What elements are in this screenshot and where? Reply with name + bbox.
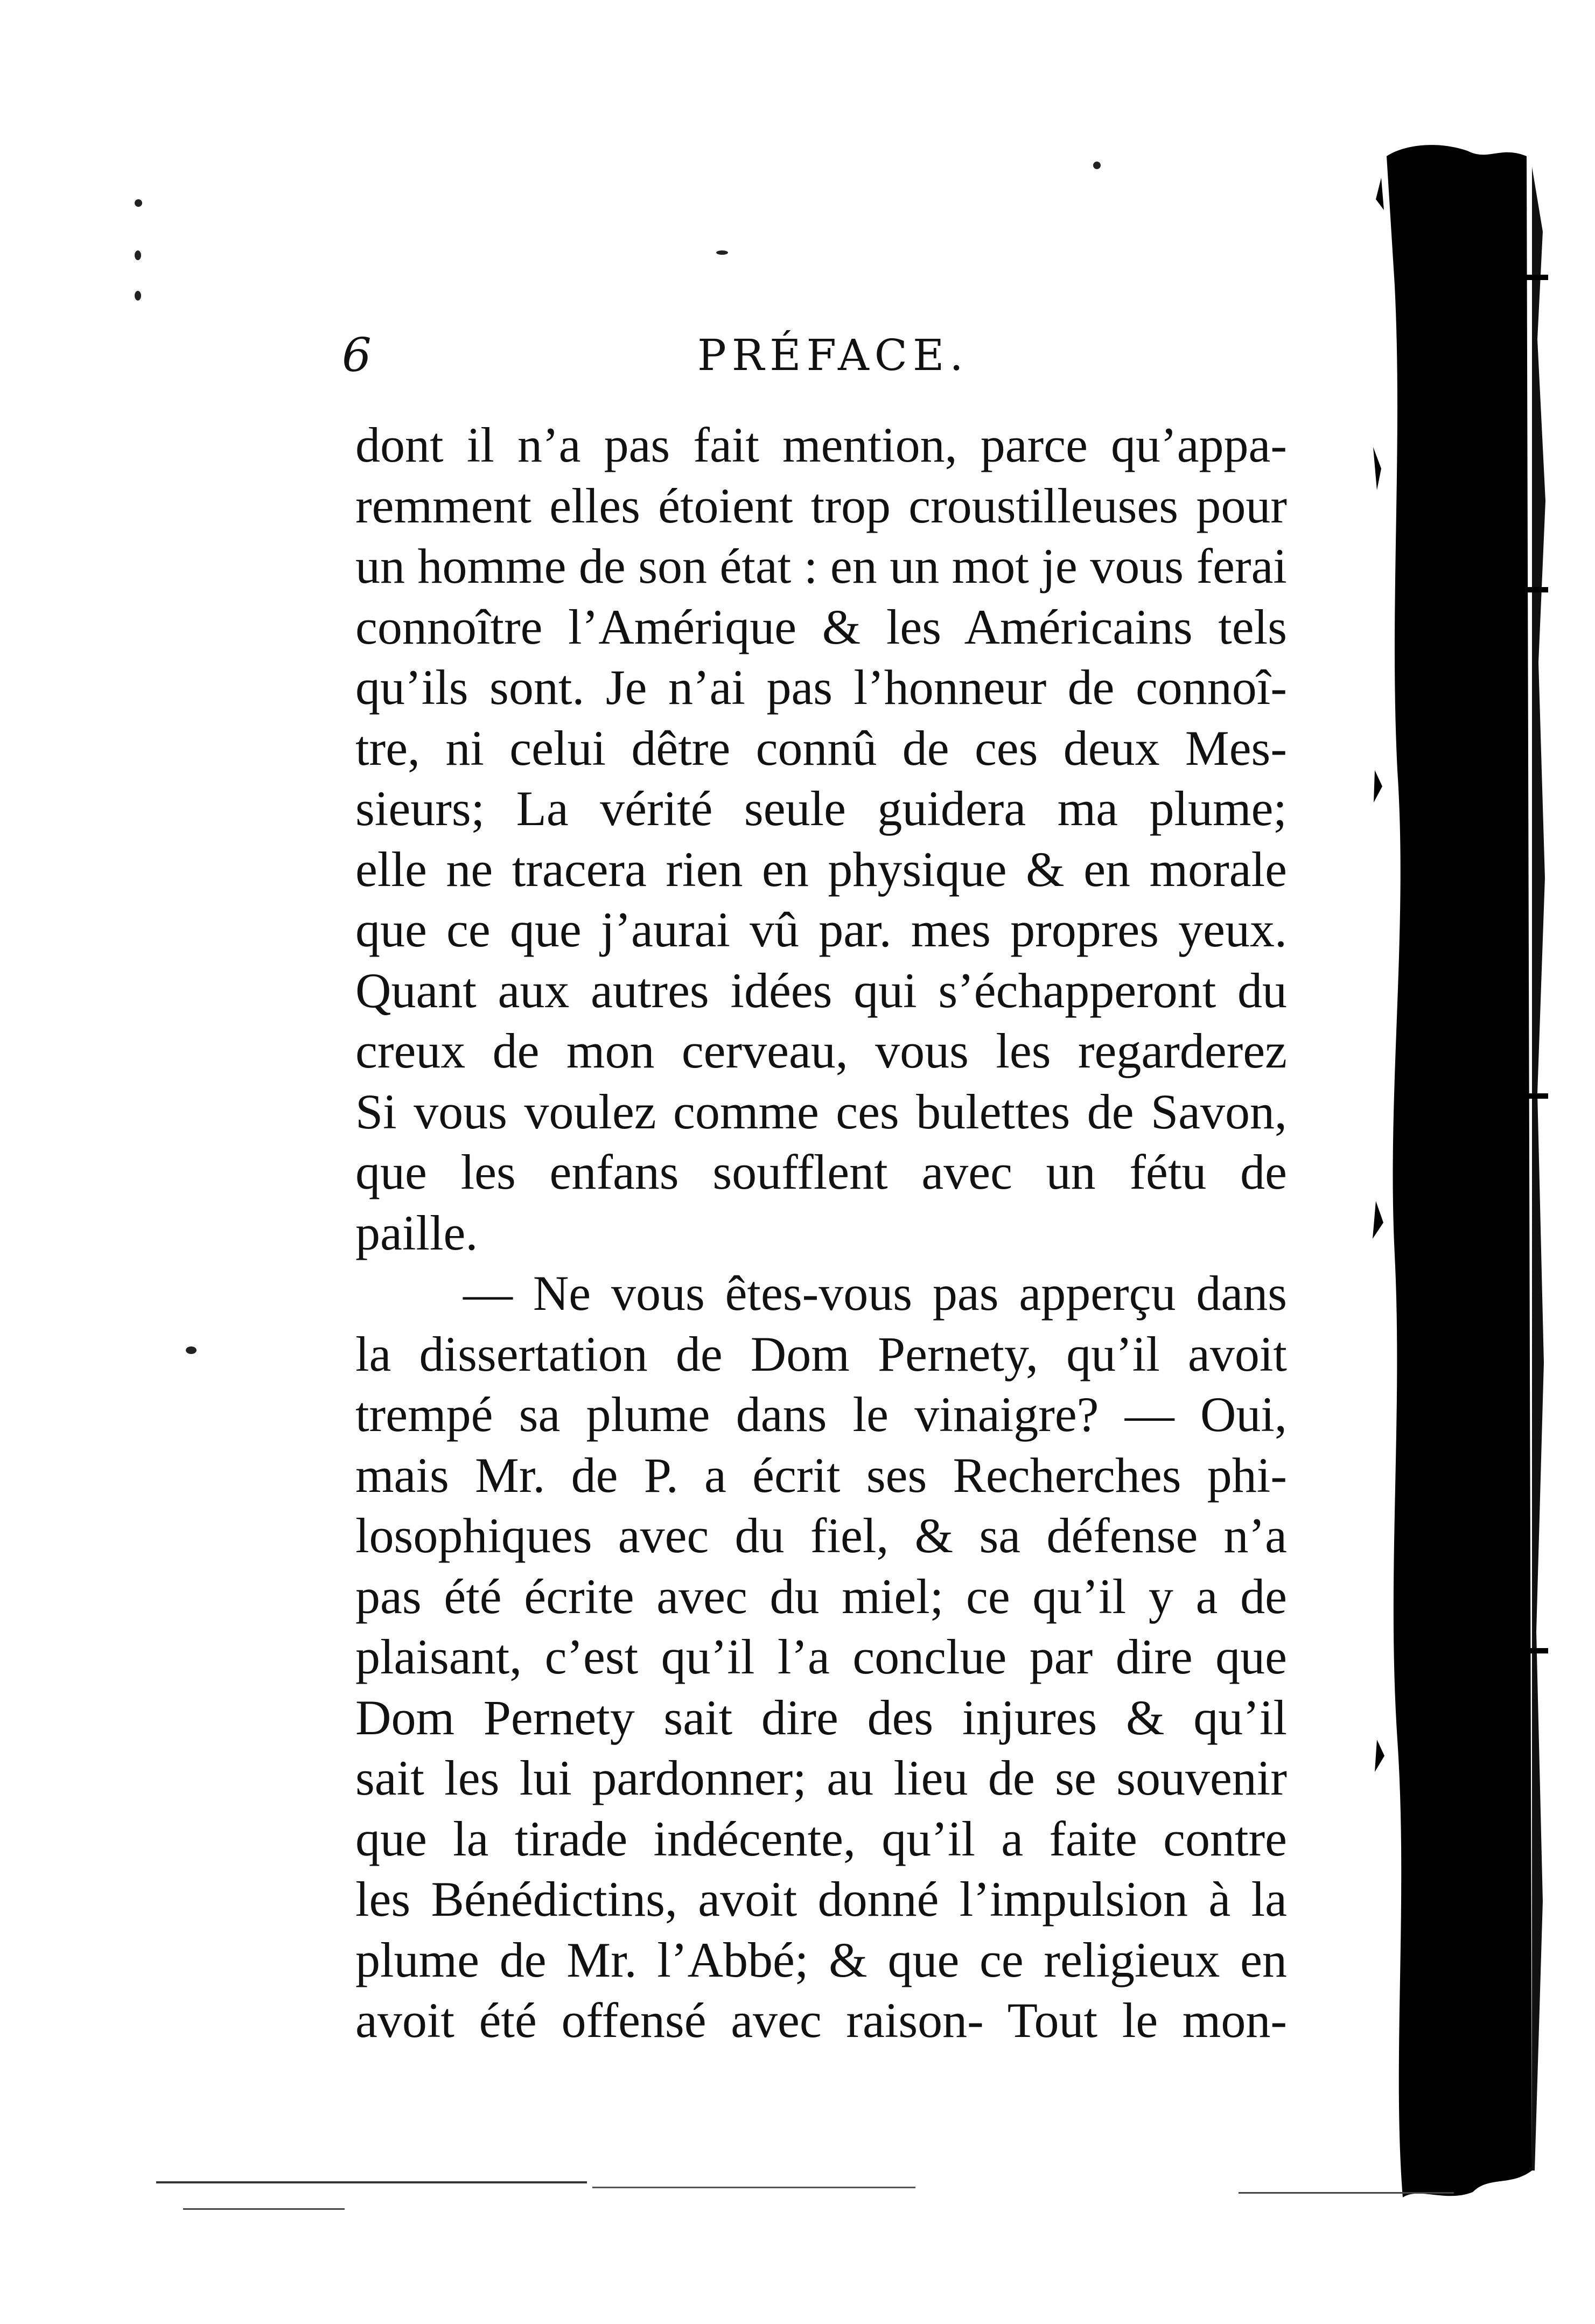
text-line: que les enfans soufflent avec un fétu de (355, 1144, 1287, 1199)
bottom-rule (1239, 2192, 1454, 2194)
page-header (342, 323, 1311, 388)
bottom-rule (183, 2208, 345, 2210)
text-line: losophiques avec du fiel, & sa défense n’a (355, 1508, 1287, 1563)
page-number: 6 (342, 329, 372, 382)
text-line: un homme de son état : en un mot je vous ferai (355, 539, 1287, 594)
text-line: Si vous voulez comme ces bulettes de Savon, (355, 1084, 1287, 1139)
text-line: creux de mon cerveau, vous les regarderez (355, 1023, 1287, 1078)
text-line: pas été écrite avec du miel; ce qu’il y a de (355, 1568, 1287, 1624)
text-line: elle ne tracera rien en physique & en morale (355, 841, 1287, 897)
bottom-rule (156, 2181, 587, 2183)
text-line: paille. (355, 1205, 478, 1260)
text-line: connoître l’Amérique & les Américains tels (355, 599, 1287, 654)
page-edge-shadow (1370, 124, 1548, 2224)
text-line: sait les lui pardonner; au lieu de se souvenir (355, 1750, 1287, 1805)
text-line: que la tirade indécente, qu’il a faite contre (355, 1811, 1287, 1866)
ink-speck (716, 250, 728, 255)
text-line: les Bénédictins, avoit donné l’impulsion à la (355, 1872, 1287, 1927)
text-line: tre, ni celui dêtre connû de ces deux Mes- (355, 720, 1287, 776)
text-line: mais Mr. de P. a écrit ses Recherches phi- (355, 1447, 1287, 1503)
text-line: avoit été offensé avec raison- Tout le mon- (355, 1993, 1287, 2048)
ink-speck (186, 1346, 197, 1354)
text-line: remment elles étoient trop croustilleuses pour (355, 478, 1287, 533)
text-line: sieurs; La vérité seule guidera ma plume; (355, 781, 1287, 836)
text-line: trempé sa plume dans le vinaigre? — Oui, (355, 1387, 1287, 1442)
text-line: que ce que j’aurai vû par. mes propres yeux. (355, 902, 1287, 957)
ink-speck (135, 291, 141, 301)
text-line: plume de Mr. l’Abbé; & que ce religieux en (355, 1932, 1287, 1987)
text-line: — Ne vous êtes-vous pas apperçu dans (463, 1266, 1287, 1321)
bottom-rule (592, 2187, 915, 2188)
ink-speck (135, 199, 142, 207)
ink-speck (1093, 162, 1101, 169)
body-text (355, 415, 1287, 2051)
text-line: la dissertation de Dom Pernety, qu’il avoit (355, 1326, 1287, 1381)
text-line: dont il n’a pas fait mention, parce qu’appa- (355, 417, 1287, 472)
text-line: plaisant, c’est qu’il l’a conclue par dire que (355, 1629, 1287, 1684)
ink-speck (135, 250, 141, 260)
text-line: qu’ils sont. Je n’ai pas l’honneur de connoî- (355, 660, 1287, 715)
text-line: Dom Pernety sait dire des injures & qu’il (355, 1690, 1287, 1745)
text-line: Quant aux autres idées qui s’échapperont du (355, 962, 1287, 1018)
running-title: PRÉFACE. (697, 330, 969, 380)
